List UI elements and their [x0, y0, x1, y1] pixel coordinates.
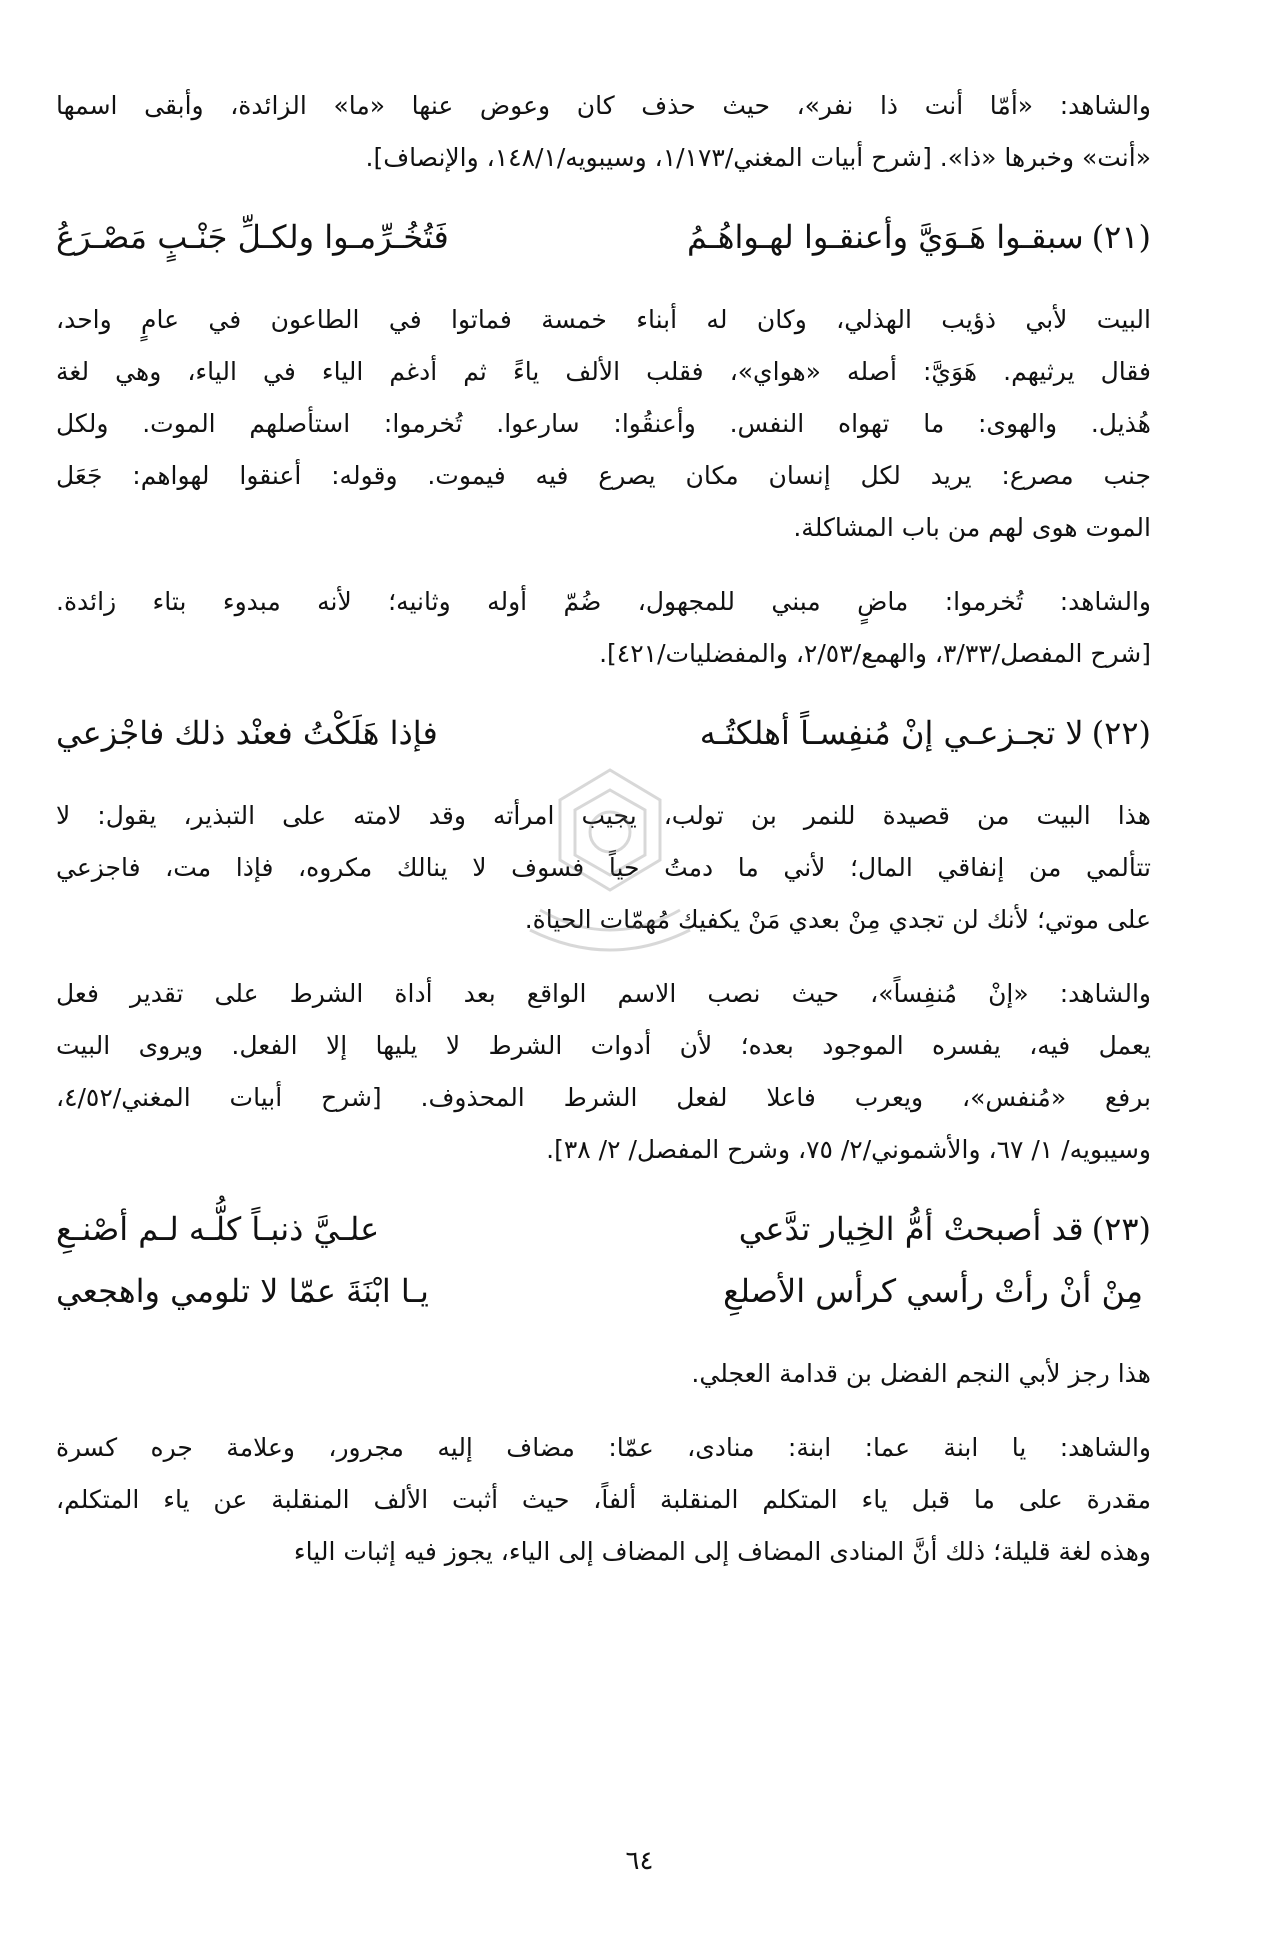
page-body — [56, 80, 1151, 1840]
paragraph — [56, 968, 1151, 1176]
page-number: ٦٤ — [625, 1846, 654, 1876]
paragraph — [56, 1348, 1151, 1400]
verse-number: (٢٣) — [1091, 1210, 1151, 1248]
text-line: الموت هوى لهم من باب المشاكلة. — [793, 513, 1151, 542]
paragraph — [56, 294, 1151, 554]
text-line: والشاهد: يا ابنة عما: ابنة: منادى، عمّا: مضاف إليه مجرور، وعلامة جره كسرة — [56, 1433, 1151, 1462]
text-line: والشاهد: «إنْ مُنفِساً»، حيث نصب الاسم الواقع بعد أداة الشرط على تقدير فعل — [56, 979, 1151, 1008]
text-line: فقال يرثيهم. هَوَيَّ: أصله «هواي»، فقلب الألف ياءً ثم أدغم الياء في الياء، وهي لغة — [56, 357, 1151, 386]
text-line: البيت لأبي ذؤيب الهذلي، وكان له أبناء خمسة فماتوا في الطاعون في عامٍ واحد، — [56, 305, 1151, 334]
verse-second-hemistich: فَتُخُـرِّمـوا ولكـلِّ جَنْـبٍ مَصْـرَعُ — [56, 218, 449, 256]
poetry-verse — [56, 1198, 1151, 1322]
verse-first-hemistich — [582, 206, 1151, 268]
text-line: مقدرة على ما قبل ياء المتكلم المنقلبة ألفاً، حيث أثبت الألف المنقلبة عن ياء المتكلم، — [56, 1485, 1151, 1514]
verse-first-text: مِنْ أنْ رأتْ رأسي كرأس الأصلعِ — [723, 1272, 1143, 1310]
verse-first-text: لا تجـزعـي إنْ مُنفِسـاً أهلكتُـه — [699, 714, 1084, 752]
paragraph — [56, 576, 1151, 680]
text-line: والشاهد: تُخرموا: ماضٍ مبني للمجهول، ضُمّ أوله وثانيه؛ لأنه مبدوء بتاء زائدة. — [56, 587, 1151, 616]
verse-first-hemistich — [582, 1260, 1151, 1322]
verse-number: (٢١) — [1091, 218, 1151, 256]
verse-first-text: سبقـوا هَـوَيَّ وأعنقـوا لهـواهُـمُ — [686, 218, 1084, 256]
verse-line — [56, 1198, 1151, 1260]
verse-first-hemistich — [582, 702, 1151, 764]
verse-number: (٢٢) — [1091, 714, 1151, 752]
text-line: جنب مصرع: يريد لكل إنسان مكان يصرع فيه فيموت. وقوله: أعنقوا لهواهم: جَعَل — [56, 461, 1151, 490]
verse-line — [56, 702, 1151, 764]
verse-line — [56, 206, 1151, 268]
verse-second-hemistich: يـا ابْنَةَ عمّا لا تلومي واهجعي — [56, 1272, 429, 1310]
verse-first-text: قد أصبحتْ أمُّ الخِيار تدَّعي — [738, 1210, 1084, 1248]
paragraph — [56, 80, 1151, 184]
verse-line — [56, 1260, 1151, 1322]
text-line: على موتي؛ لأنك لن تجدي مِنْ بعدي مَنْ يكفيك مُهمّات الحياة. — [524, 905, 1151, 934]
verse-first-hemistich — [582, 1198, 1151, 1260]
text-line: هذا البيت من قصيدة للنمر بن تولب، يجيب امرأته وقد لامته على التبذير، يقول: لا — [56, 801, 1151, 830]
verse-second-hemistich: علـيَّ ذنبـاً كلُّـه لـم أصْنـعِ — [56, 1210, 380, 1248]
text-line: [شرح المفصل/٣/٣٣، والهمع/٢/٥٣، والمفضليات/٤٢١]. — [599, 639, 1151, 668]
poetry-verse — [56, 206, 1151, 268]
text-line: تتألمي من إنفاقي المال؛ لأني ما دمتُ حياً فسوف لا ينالك مكروه، فإذا مت، فاجزعي — [56, 853, 1151, 882]
text-line: والشاهد: «أمّا أنت ذا نفر»، حيث حذف كان وعوض عنها «ما» الزائدة، وأبقى اسمها — [56, 91, 1151, 120]
text-line: هُذيل. والهوى: ما تهواه النفس. وأعنقُوا: سارعوا. تُخرموا: استأصلهم الموت. ولكل — [56, 409, 1151, 438]
library-seal-watermark-icon — [510, 760, 710, 960]
text-line: وسيبويه/ ١/ ٦٧، والأشموني/٢/ ٧٥، وشرح المفصل/ ٢/ ٣٨]. — [546, 1135, 1151, 1164]
poetry-verse — [56, 702, 1151, 764]
text-line: هذا رجز لأبي النجم الفضل بن قدامة العجلي. — [691, 1359, 1151, 1388]
text-line: وهذه لغة قليلة؛ ذلك أنَّ المنادى المضاف إلى المضاف إلى الياء، يجوز فيه إثبات الياء — [293, 1537, 1151, 1566]
verse-second-hemistich: فإذا هَلَكْتُ فعنْد ذلك فاجْزعي — [56, 714, 438, 752]
text-line: يعمل فيه، يفسره الموجود بعده؛ لأن أدوات الشرط لا يليها إلا الفعل. ويروى البيت — [56, 1031, 1151, 1060]
text-line: برفع «مُنفس»، ويعرب فاعلا لفعل الشرط المحذوف. [شرح أبيات المغني/٤/٥٢، — [56, 1083, 1151, 1112]
paragraph — [56, 1422, 1151, 1578]
text-line: «أنت» وخبرها «ذا». [شرح أبيات المغني/١/١٧٣، وسيبويه/١٤٨/١، والإنصاف]. — [365, 143, 1151, 172]
